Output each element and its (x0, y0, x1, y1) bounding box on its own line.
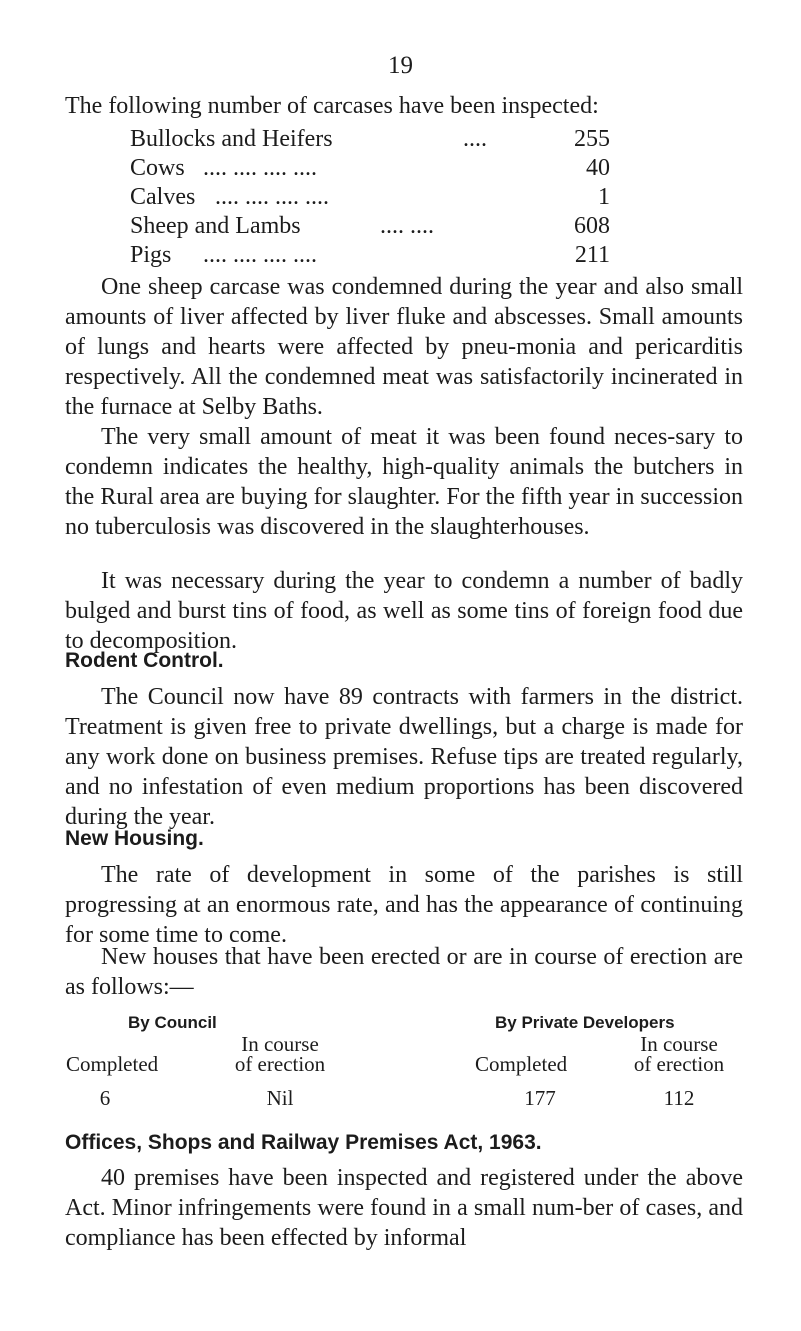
carcase-row (130, 241, 610, 270)
council-of-erection-label: of erection (234, 1052, 326, 1076)
carcase-name: Sheep and Lambs (130, 213, 301, 239)
council-completed-label: Completed (66, 1052, 159, 1076)
carcase-row (130, 154, 610, 183)
paragraph-premises-inspected: 40 premises have been inspected and registered under the above Act. Minor infringements were found in a small num-ber of cases, and compliance has been effected by informal (65, 1165, 743, 1251)
leader-dots: .... .... (380, 213, 434, 239)
paragraph-development: The rate of development in some of the parishes is still progressing at an enormous rate, and has the appearance of continuing for some time to come. (65, 862, 743, 948)
private-in-course-label: In course (640, 1032, 718, 1056)
page-number: 19 (388, 52, 413, 79)
carcase-row (130, 125, 610, 154)
leader-dots: .... .... .... .... (215, 184, 329, 210)
leader-dots: .... (463, 126, 487, 152)
private-of-erection-label: of erection (633, 1052, 725, 1076)
private-completed-label: Completed (475, 1052, 568, 1076)
carcase-name: Cows (130, 155, 185, 181)
paragraph-condemned-meat: One sheep carcase was condemned during the year and also small amounts of liver affected by liver fluke and abscesses. Small amounts of lungs and hearts were affected by pneu-monia and pericarditis respectively. All the condemned meat was satisfactorily incinerated in the furnace at Selby Baths. (65, 274, 743, 420)
carcases-list (130, 125, 610, 270)
private-in-course-value: 112 (663, 1086, 695, 1110)
heading-offices-shops-railway: Offices, Shops and Railway Premises Act, 1963. (65, 1131, 542, 1154)
carcase-row (130, 183, 610, 212)
carcase-count: 211 (574, 242, 610, 268)
paragraph-new-houses: New houses that have been erected or are in course of erection are as follows:— (65, 944, 743, 1000)
heading-new-housing: New Housing. (65, 827, 204, 850)
carcase-name: Pigs (130, 242, 172, 268)
council-completed-value: 6 (99, 1086, 111, 1110)
heading-rodent-control: Rodent Control. (65, 649, 224, 672)
paragraph-rodent-control: The Council now have 89 contracts with farmers in the district. Treatment is given free to private dwellings, but a charge is made for any work done on business premises. Refuse tips are treated regularly, and no infestation of even medium proportions has been discovered during the year. (65, 684, 743, 830)
private-developers-header: By Private Developers (495, 1013, 675, 1032)
private-completed-value: 177 (524, 1086, 556, 1110)
paragraph-animal-quality: The very small amount of meat it was been found neces-sary to condemn indicates the healthy, high-quality animals the butchers in the Rural area are buying for slaughter. For the fifth year in succession no tuberculosis was discovered in the slaughterhouses. (65, 424, 743, 540)
paragraph-tins: It was necessary during the year to condemn a number of badly bulged and burst tins of food, as well as some tins of foreign food due to decomposition. (65, 568, 743, 654)
carcases-intro: The following number of carcases have been inspected: (65, 93, 599, 119)
carcase-count: 608 (574, 213, 610, 239)
carcase-name: Calves (130, 184, 196, 210)
council-in-course-label: In course (241, 1032, 319, 1056)
carcase-row (130, 212, 610, 241)
leader-dots: .... .... .... .... (203, 242, 317, 268)
council-in-course-value: Nil (266, 1086, 294, 1110)
leader-dots: .... .... .... .... (203, 155, 317, 181)
council-header: By Council (128, 1013, 217, 1032)
carcase-count: 40 (586, 155, 610, 181)
carcase-count: 1 (598, 184, 610, 210)
carcase-name: Bullocks and Heifers (130, 126, 333, 152)
carcase-count: 255 (574, 126, 610, 152)
